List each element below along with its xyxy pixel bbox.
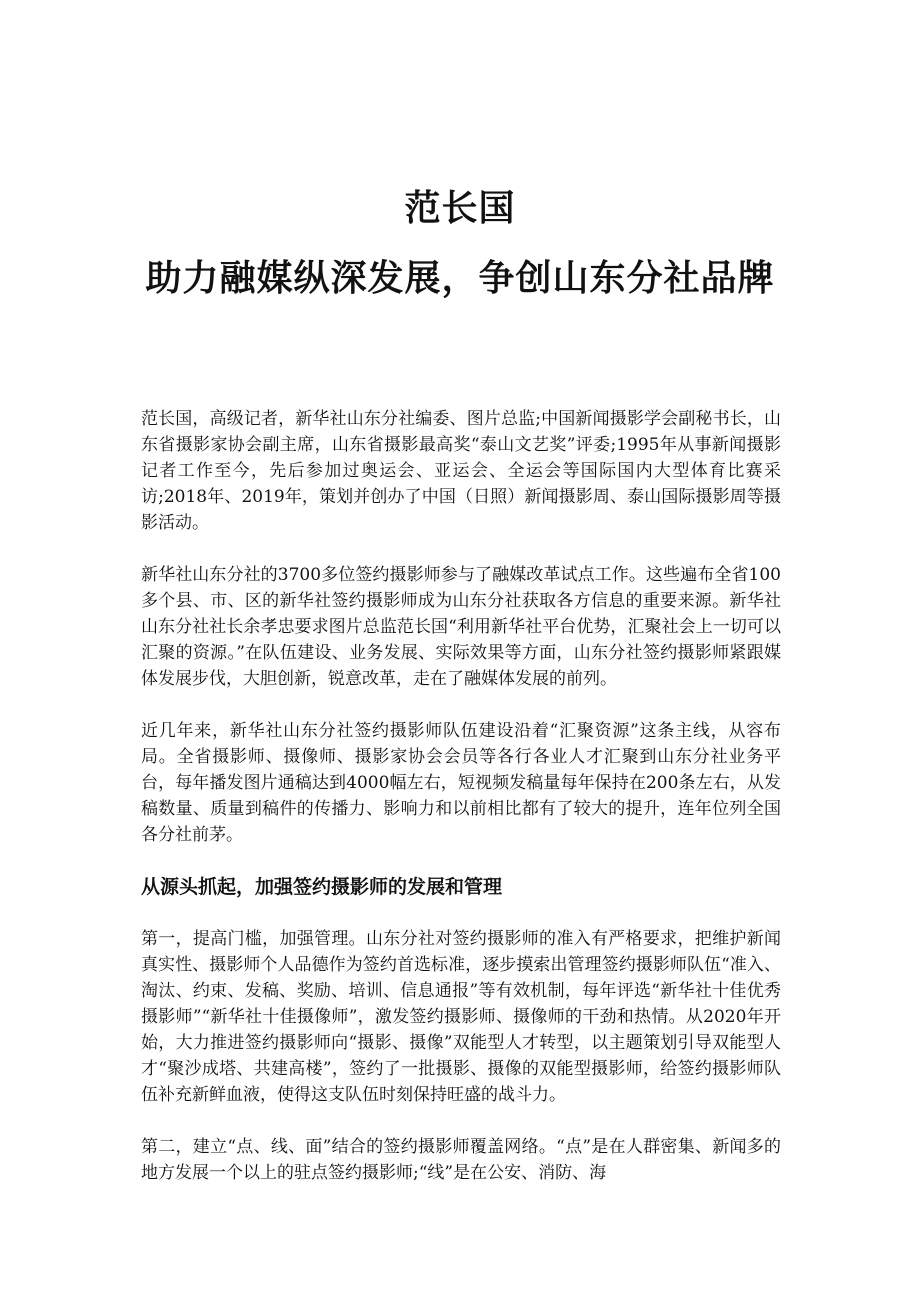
section-heading: 从源头抓起，加强签约摄影师的发展和管理 xyxy=(141,876,503,898)
paragraph-recent-years: 近几年来，新华社山东分社签约摄影师队伍建设沿着“汇聚资源”这条主线，从容布局。全省摄影师、摄像师、摄影家协会会员等各行各业人才汇聚到山东分社业务平台，每年播发图片通稿达到4000幅左右，短视频发稿量每年保持在200条左右，从发稿数量、质量到稿件的传播力、影响力和以前相比都有了较大的提升，连年位列全国各分社前茅。 xyxy=(141,721,781,845)
author-name-title: 范长国 xyxy=(404,188,516,229)
paragraph-photographers-overview: 新华社山东分社的3700多位签约摄影师参与了融媒改革试点工作。这些遍布全省100多个县、市、区的新华社签约摄影师成为山东分社获取各方信息的重要来源。新华社山东分社社长余孝忠要求图片总监范长国“利用新华社平台优势，汇聚社会上一切可以汇聚的资源。”在队伍建设、业务发展、实际效果等方面，山东分社签约摄影师紧跟媒体发展步伐，大胆创新，锐意改革，走在了融媒体发展的前列。 xyxy=(141,565,781,689)
article-body xyxy=(141,406,781,1212)
title-block xyxy=(0,180,920,308)
paragraph-author-bio: 范长国，高级记者，新华社山东分社编委、图片总监;中国新闻摄影学会副秘书长，山东省摄影家协会副主席，山东省摄影最高奖“泰山文艺奖”评委;1995年从事新闻摄影记者工作至今，先后参加过奥运会、亚运会、全运会等国际国内大型体育比赛采访;2018年、2019年，策划并创办了中国（日照）新闻摄影周、泰山国际摄影周等摄影活动。 xyxy=(141,409,781,533)
article-title: 助力融媒纵深发展，争创山东分社品牌 xyxy=(145,258,775,299)
paragraph-point-one: 第一，提高门槛，加强管理。山东分社对签约摄影师的准入有严格要求，把维护新闻真实性、摄影师个人品德作为签约首选标准，逐步摸索出管理签约摄影师队伍“准入、淘汰、约束、发稿、奖励、培训、信息通报”等有效机制，每年评选“新华社十佳优秀摄影师”“新华社十佳摄像师”，激发签约摄影师、摄像师的干劲和热情。从2020年开始，大力推进签约摄影师向“摄影、摄像”双能型人才转型，以主题策划引导双能型人才“聚沙成塔、共建高楼”，签约了一批摄影、摄像的双能型摄影师，给签约摄影师队伍补充新鲜血液，使得这支队伍时刻保持旺盛的战斗力。 xyxy=(141,929,781,1105)
paragraph-point-two: 第二，建立“点、线、面”结合的签约摄影师覆盖网络。“点”是在人群密集、新闻多的地方发展一个以上的驻点签约摄影师;“线”是在公安、消防、海 xyxy=(141,1137,781,1183)
